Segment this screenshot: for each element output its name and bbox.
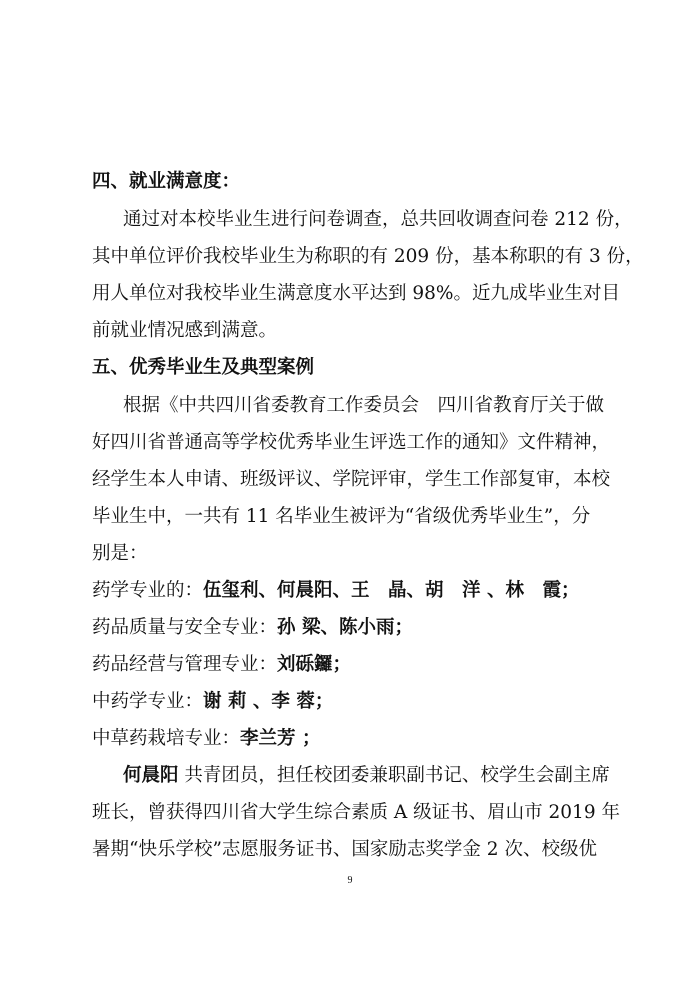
- section5-line-3: 经学生本人申请、班级评议、学院评审，学生工作部复审，本校: [92, 469, 611, 490]
- major-names: 孙 梁、陈小雨；: [277, 617, 413, 638]
- section4-line-2: 其中单位评价我校毕业生为称职的有 209 份，基本称职的有 3 份，: [92, 246, 644, 267]
- section4-line-3: 用人单位对我校毕业生满意度水平达到 98%。近九成毕业生对目: [92, 283, 621, 304]
- major-names: 谢 莉 、李 蓉；: [203, 691, 334, 712]
- section5-line-1: 根据《中共四川省委教育工作委员会 四川省教育厅关于做: [123, 395, 605, 416]
- page-number: 9: [347, 875, 353, 886]
- major-label: 中药学专业：: [92, 691, 204, 712]
- major-label: 药品质量与安全专业：: [92, 617, 278, 638]
- major-names: 刘砾鑼；: [277, 654, 352, 675]
- profile-line-1: [123, 763, 610, 789]
- profile-name: 何晨阳: [123, 765, 179, 786]
- major-label: 中草药栽培专业：: [92, 728, 241, 749]
- profile-line-2: 班长，曾获得四川省大学生综合素质 A 级证书、眉山市 2019 年: [92, 802, 620, 823]
- major-row: [92, 652, 351, 678]
- section5-line-5: 别是：: [92, 543, 148, 564]
- section5-heading: 五、优秀毕业生及典型案例: [92, 357, 315, 378]
- section4-line-4: 前就业情况感到满意。: [92, 320, 278, 341]
- section5-line-4: 毕业生中，一共有 11 名毕业生被评为“省级优秀毕业生”，分: [92, 506, 591, 527]
- major-label: 药学专业的：: [92, 580, 204, 601]
- major-row: [92, 578, 579, 604]
- major-names: 李兰芳 ；: [240, 728, 321, 749]
- major-row: [92, 726, 320, 752]
- section4-heading: 四、就业满意度：: [92, 171, 241, 192]
- section5-line-2: 好四川省普通高等学校优秀毕业生评选工作的通知》文件精神，: [92, 432, 611, 453]
- profile-line-3: 暑期“快乐学校”志愿服务证书、国家励志奖学金 2 次、校级优: [92, 839, 597, 860]
- section4-line-1: 通过对本校毕业生进行问卷调查，总共回收调查问卷 212 份，: [123, 209, 633, 230]
- profile-text: 共青团员，担任校团委兼职副书记、校学生会副主席: [178, 765, 610, 786]
- major-label: 药品经营与管理专业：: [92, 654, 278, 675]
- major-row: [92, 615, 413, 641]
- major-names: 伍玺利、何晨阳、王 晶、胡 洋 、林 霞；: [203, 580, 580, 601]
- major-row: [92, 689, 333, 715]
